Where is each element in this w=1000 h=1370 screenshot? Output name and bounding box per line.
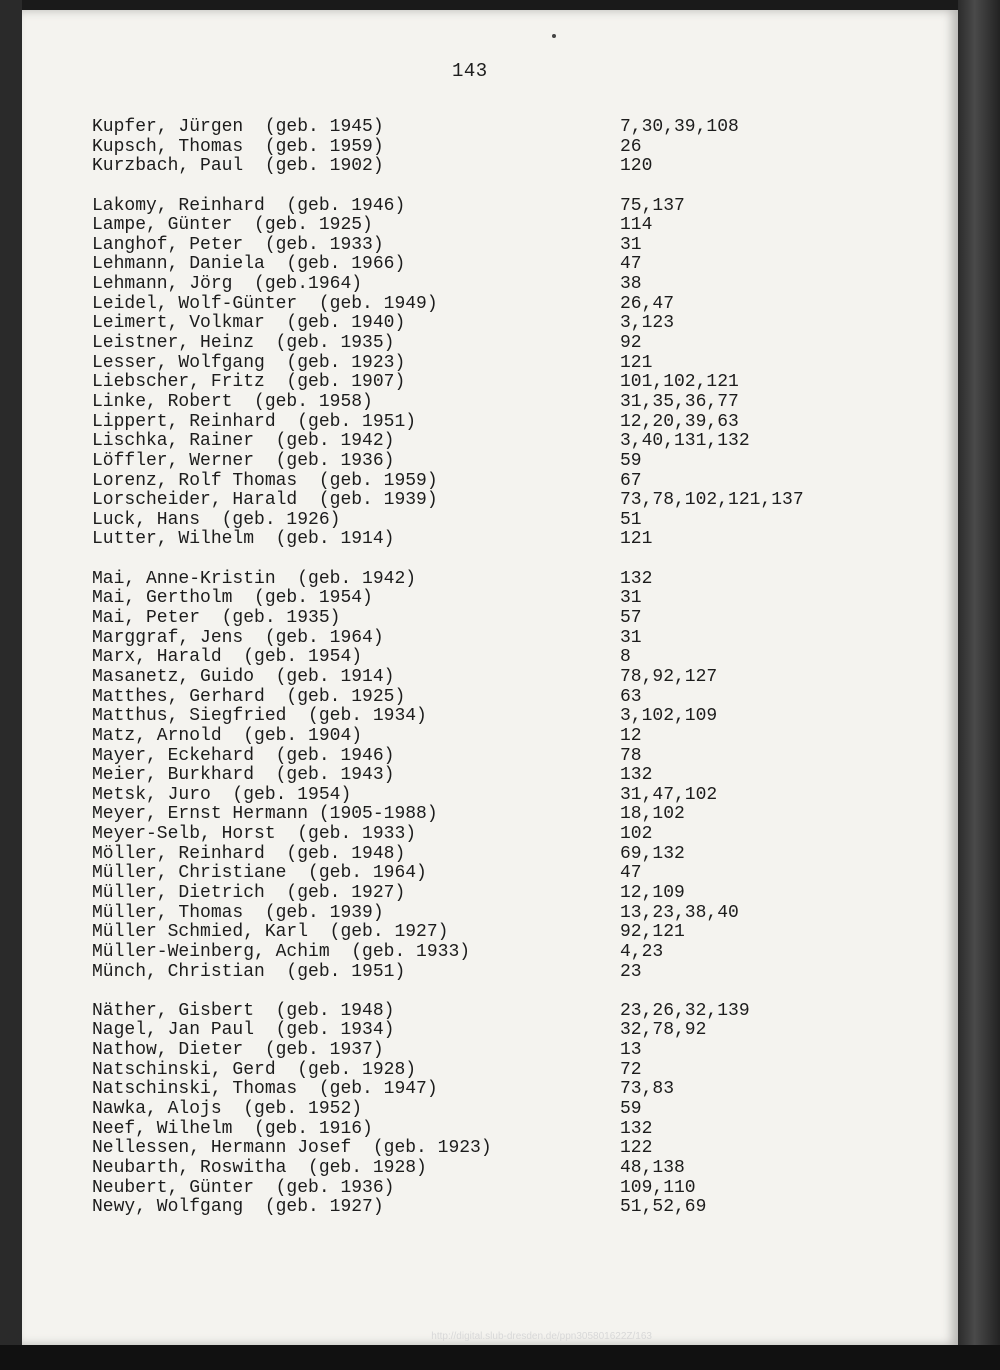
index-entry bbox=[92, 138, 852, 158]
entry-pages: 73,83 bbox=[620, 1079, 675, 1100]
index-entry bbox=[92, 275, 852, 295]
entry-name: Meier, Burkhard (geb. 1943) bbox=[92, 765, 395, 786]
entry-name: Mai, Gertholm (geb. 1954) bbox=[92, 588, 373, 609]
entry-name: Leimert, Volkmar (geb. 1940) bbox=[92, 313, 406, 334]
entry-pages: 120 bbox=[620, 156, 653, 177]
entry-pages: 73,78,102,121,137 bbox=[620, 490, 804, 511]
entry-name: Näther, Gisbert (geb. 1948) bbox=[92, 1000, 395, 1021]
entry-pages: 51,52,69 bbox=[620, 1197, 707, 1218]
entry-pages: 59 bbox=[620, 1099, 642, 1120]
group-spacer bbox=[92, 982, 852, 1002]
entry-name: Leidel, Wolf-Günter (geb. 1949) bbox=[92, 293, 438, 314]
entry-name: Nellessen, Hermann Josef (geb. 1923) bbox=[92, 1138, 492, 1159]
entry-name: Meyer-Selb, Horst (geb. 1933) bbox=[92, 824, 417, 845]
index-entry bbox=[92, 786, 852, 806]
entry-pages: 122 bbox=[620, 1138, 653, 1159]
index-entry bbox=[92, 904, 852, 924]
entry-pages: 26 bbox=[620, 136, 642, 157]
entry-pages: 13,23,38,40 bbox=[620, 902, 739, 923]
entry-pages: 48,138 bbox=[620, 1157, 685, 1178]
entry-name: Langhof, Peter (geb. 1933) bbox=[92, 234, 384, 255]
scan-left-edge bbox=[0, 0, 22, 1370]
group-spacer bbox=[92, 177, 852, 197]
index-entry bbox=[92, 354, 852, 374]
index-entry bbox=[92, 668, 852, 688]
entry-name: Lippert, Reinhard (geb. 1951) bbox=[92, 411, 417, 432]
book-spine bbox=[958, 0, 1000, 1370]
entry-pages: 12 bbox=[620, 725, 642, 746]
entry-pages: 101,102,121 bbox=[620, 372, 739, 393]
page-speck bbox=[552, 34, 556, 38]
entry-name: Meyer, Ernst Hermann (1905-1988) bbox=[92, 804, 438, 825]
index-entry bbox=[92, 1002, 852, 1022]
entry-name: Lakomy, Reinhard (geb. 1946) bbox=[92, 195, 406, 216]
entry-pages: 13 bbox=[620, 1040, 642, 1061]
index-entry bbox=[92, 884, 852, 904]
entry-name: Linke, Robert (geb. 1958) bbox=[92, 391, 373, 412]
entry-pages: 121 bbox=[620, 352, 653, 373]
entry-pages: 47 bbox=[620, 254, 642, 275]
index-entry bbox=[92, 393, 852, 413]
entry-name: Kupfer, Jürgen (geb. 1945) bbox=[92, 117, 384, 137]
entry-name: Luck, Hans (geb. 1926) bbox=[92, 509, 341, 530]
entry-name: Müller Schmied, Karl (geb. 1927) bbox=[92, 922, 449, 943]
index-entry bbox=[92, 295, 852, 315]
entry-pages: 132 bbox=[620, 1118, 653, 1139]
entry-name: Möller, Reinhard (geb. 1948) bbox=[92, 843, 406, 864]
entry-name: Metsk, Juro (geb. 1954) bbox=[92, 784, 352, 805]
index-entry bbox=[92, 589, 852, 609]
index-entry bbox=[92, 707, 852, 727]
index-entry bbox=[92, 236, 852, 256]
index-entry bbox=[92, 1021, 852, 1041]
entry-name: Masanetz, Guido (geb. 1914) bbox=[92, 666, 395, 687]
entry-pages: 59 bbox=[620, 450, 642, 471]
entry-pages: 12,109 bbox=[620, 882, 685, 903]
entry-name: Marx, Harald (geb. 1954) bbox=[92, 647, 363, 668]
index-entry bbox=[92, 1179, 852, 1199]
entry-name: Matthes, Gerhard (geb. 1925) bbox=[92, 686, 406, 707]
entry-pages: 121 bbox=[620, 529, 653, 550]
scan-bottom-strip bbox=[0, 1345, 1000, 1370]
entry-pages: 63 bbox=[620, 686, 642, 707]
index-entry bbox=[92, 805, 852, 825]
index-entry bbox=[92, 157, 852, 177]
entry-pages: 67 bbox=[620, 470, 642, 491]
entry-pages: 78 bbox=[620, 745, 642, 766]
index-entry bbox=[92, 432, 852, 452]
entry-pages: 7,30,39,108 bbox=[620, 117, 739, 137]
index-entry bbox=[92, 373, 852, 393]
composer-index-list bbox=[92, 118, 852, 1218]
entry-name: Neubert, Günter (geb. 1936) bbox=[92, 1177, 395, 1198]
entry-name: Lesser, Wolfgang (geb. 1923) bbox=[92, 352, 406, 373]
entry-pages: 18,102 bbox=[620, 804, 685, 825]
entry-pages: 114 bbox=[620, 215, 653, 236]
entry-pages: 69,132 bbox=[620, 843, 685, 864]
entry-name: Kupsch, Thomas (geb. 1959) bbox=[92, 136, 384, 157]
index-entry bbox=[92, 1041, 852, 1061]
index-entry bbox=[92, 197, 852, 217]
entry-pages: 47 bbox=[620, 863, 642, 884]
entry-name: Marggraf, Jens (geb. 1964) bbox=[92, 627, 384, 648]
index-entry bbox=[92, 570, 852, 590]
entry-name: Müller, Christiane (geb. 1964) bbox=[92, 863, 427, 884]
index-entry bbox=[92, 864, 852, 884]
entry-pages: 51 bbox=[620, 509, 642, 530]
entry-pages: 32,78,92 bbox=[620, 1020, 707, 1041]
entry-pages: 4,23 bbox=[620, 941, 664, 962]
entry-name: Natschinski, Thomas (geb. 1947) bbox=[92, 1079, 438, 1100]
entry-name: Matthus, Siegfried (geb. 1934) bbox=[92, 706, 427, 727]
entry-pages: 12,20,39,63 bbox=[620, 411, 739, 432]
entry-pages: 23 bbox=[620, 961, 642, 982]
entry-pages: 78,92,127 bbox=[620, 666, 718, 687]
entry-pages: 92,121 bbox=[620, 922, 685, 943]
index-entry bbox=[92, 747, 852, 767]
entry-name: Löffler, Werner (geb. 1936) bbox=[92, 450, 395, 471]
entry-pages: 23,26,32,139 bbox=[620, 1000, 750, 1021]
index-entry bbox=[92, 845, 852, 865]
index-entry bbox=[92, 314, 852, 334]
index-entry bbox=[92, 491, 852, 511]
index-entry bbox=[92, 1159, 852, 1179]
index-entry bbox=[92, 766, 852, 786]
index-entry bbox=[92, 727, 852, 747]
entry-name: Mai, Peter (geb. 1935) bbox=[92, 608, 341, 629]
source-url: http://digital.slub-dresden.de/ppn305801622Z/163 bbox=[431, 1331, 652, 1342]
index-entry bbox=[92, 255, 852, 275]
entry-pages: 92 bbox=[620, 333, 642, 354]
index-entry bbox=[92, 609, 852, 629]
entry-name: Lischka, Rainer (geb. 1942) bbox=[92, 431, 395, 452]
entry-pages: 3,102,109 bbox=[620, 706, 718, 727]
entry-pages: 31,35,36,77 bbox=[620, 391, 739, 412]
entry-name: Lehmann, Daniela (geb. 1966) bbox=[92, 254, 406, 275]
entry-name: Münch, Christian (geb. 1951) bbox=[92, 961, 406, 982]
index-entry bbox=[92, 472, 852, 492]
entry-pages: 31 bbox=[620, 588, 642, 609]
entry-name: Leistner, Heinz (geb. 1935) bbox=[92, 333, 395, 354]
entry-pages: 109,110 bbox=[620, 1177, 696, 1198]
entry-pages: 26,47 bbox=[620, 293, 675, 314]
entry-pages: 57 bbox=[620, 608, 642, 629]
index-entry bbox=[92, 688, 852, 708]
index-entry bbox=[92, 511, 852, 531]
index-entry bbox=[92, 452, 852, 472]
entry-name: Lorscheider, Harald (geb. 1939) bbox=[92, 490, 438, 511]
entry-pages: 102 bbox=[620, 824, 653, 845]
entry-name: Liebscher, Fritz (geb. 1907) bbox=[92, 372, 406, 393]
index-entry bbox=[92, 963, 852, 983]
index-entry bbox=[92, 530, 852, 550]
index-entry bbox=[92, 216, 852, 236]
entry-name: Mai, Anne-Kristin (geb. 1942) bbox=[92, 568, 417, 589]
index-entry bbox=[92, 1198, 852, 1218]
group-spacer bbox=[92, 550, 852, 570]
entry-name: Müller, Thomas (geb. 1939) bbox=[92, 902, 384, 923]
entry-pages: 3,123 bbox=[620, 313, 675, 334]
index-entry bbox=[92, 943, 852, 963]
index-entry bbox=[92, 1100, 852, 1120]
entry-name: Müller, Dietrich (geb. 1927) bbox=[92, 882, 406, 903]
entry-name: Matz, Arnold (geb. 1904) bbox=[92, 725, 363, 746]
entry-name: Müller-Weinberg, Achim (geb. 1933) bbox=[92, 941, 471, 962]
entry-name: Neubarth, Roswitha (geb. 1928) bbox=[92, 1157, 427, 1178]
entry-pages: 31 bbox=[620, 627, 642, 648]
entry-name: Lorenz, Rolf Thomas (geb. 1959) bbox=[92, 470, 438, 491]
entry-name: Nathow, Dieter (geb. 1937) bbox=[92, 1040, 384, 1061]
entry-pages: 38 bbox=[620, 274, 642, 295]
entry-name: Mayer, Eckehard (geb. 1946) bbox=[92, 745, 395, 766]
index-entry bbox=[92, 1061, 852, 1081]
entry-pages: 31,47,102 bbox=[620, 784, 718, 805]
entry-name: Neef, Wilhelm (geb. 1916) bbox=[92, 1118, 373, 1139]
index-entry bbox=[92, 648, 852, 668]
index-entry bbox=[92, 923, 852, 943]
entry-pages: 3,40,131,132 bbox=[620, 431, 750, 452]
index-entry bbox=[92, 413, 852, 433]
index-entry bbox=[92, 629, 852, 649]
entry-pages: 8 bbox=[620, 647, 631, 668]
index-entry bbox=[92, 118, 852, 138]
entry-name: Lutter, Wilhelm (geb. 1914) bbox=[92, 529, 395, 550]
entry-name: Nawka, Alojs (geb. 1952) bbox=[92, 1099, 363, 1120]
entry-pages: 75,137 bbox=[620, 195, 685, 216]
entry-name: Newy, Wolfgang (geb. 1927) bbox=[92, 1197, 384, 1218]
entry-pages: 31 bbox=[620, 234, 642, 255]
entry-pages: 72 bbox=[620, 1059, 642, 1080]
index-entry bbox=[92, 334, 852, 354]
index-entry bbox=[92, 1080, 852, 1100]
entry-pages: 132 bbox=[620, 568, 653, 589]
index-entry bbox=[92, 1139, 852, 1159]
entry-name: Natschinski, Gerd (geb. 1928) bbox=[92, 1059, 417, 1080]
entry-name: Lehmann, Jörg (geb.1964) bbox=[92, 274, 363, 295]
entry-name: Lampe, Günter (geb. 1925) bbox=[92, 215, 373, 236]
entry-name: Kurzbach, Paul (geb. 1902) bbox=[92, 156, 384, 177]
entry-pages: 132 bbox=[620, 765, 653, 786]
index-entry bbox=[92, 1120, 852, 1140]
index-entry bbox=[92, 825, 852, 845]
page-number: 143 bbox=[452, 60, 488, 82]
entry-name: Nagel, Jan Paul (geb. 1934) bbox=[92, 1020, 395, 1041]
